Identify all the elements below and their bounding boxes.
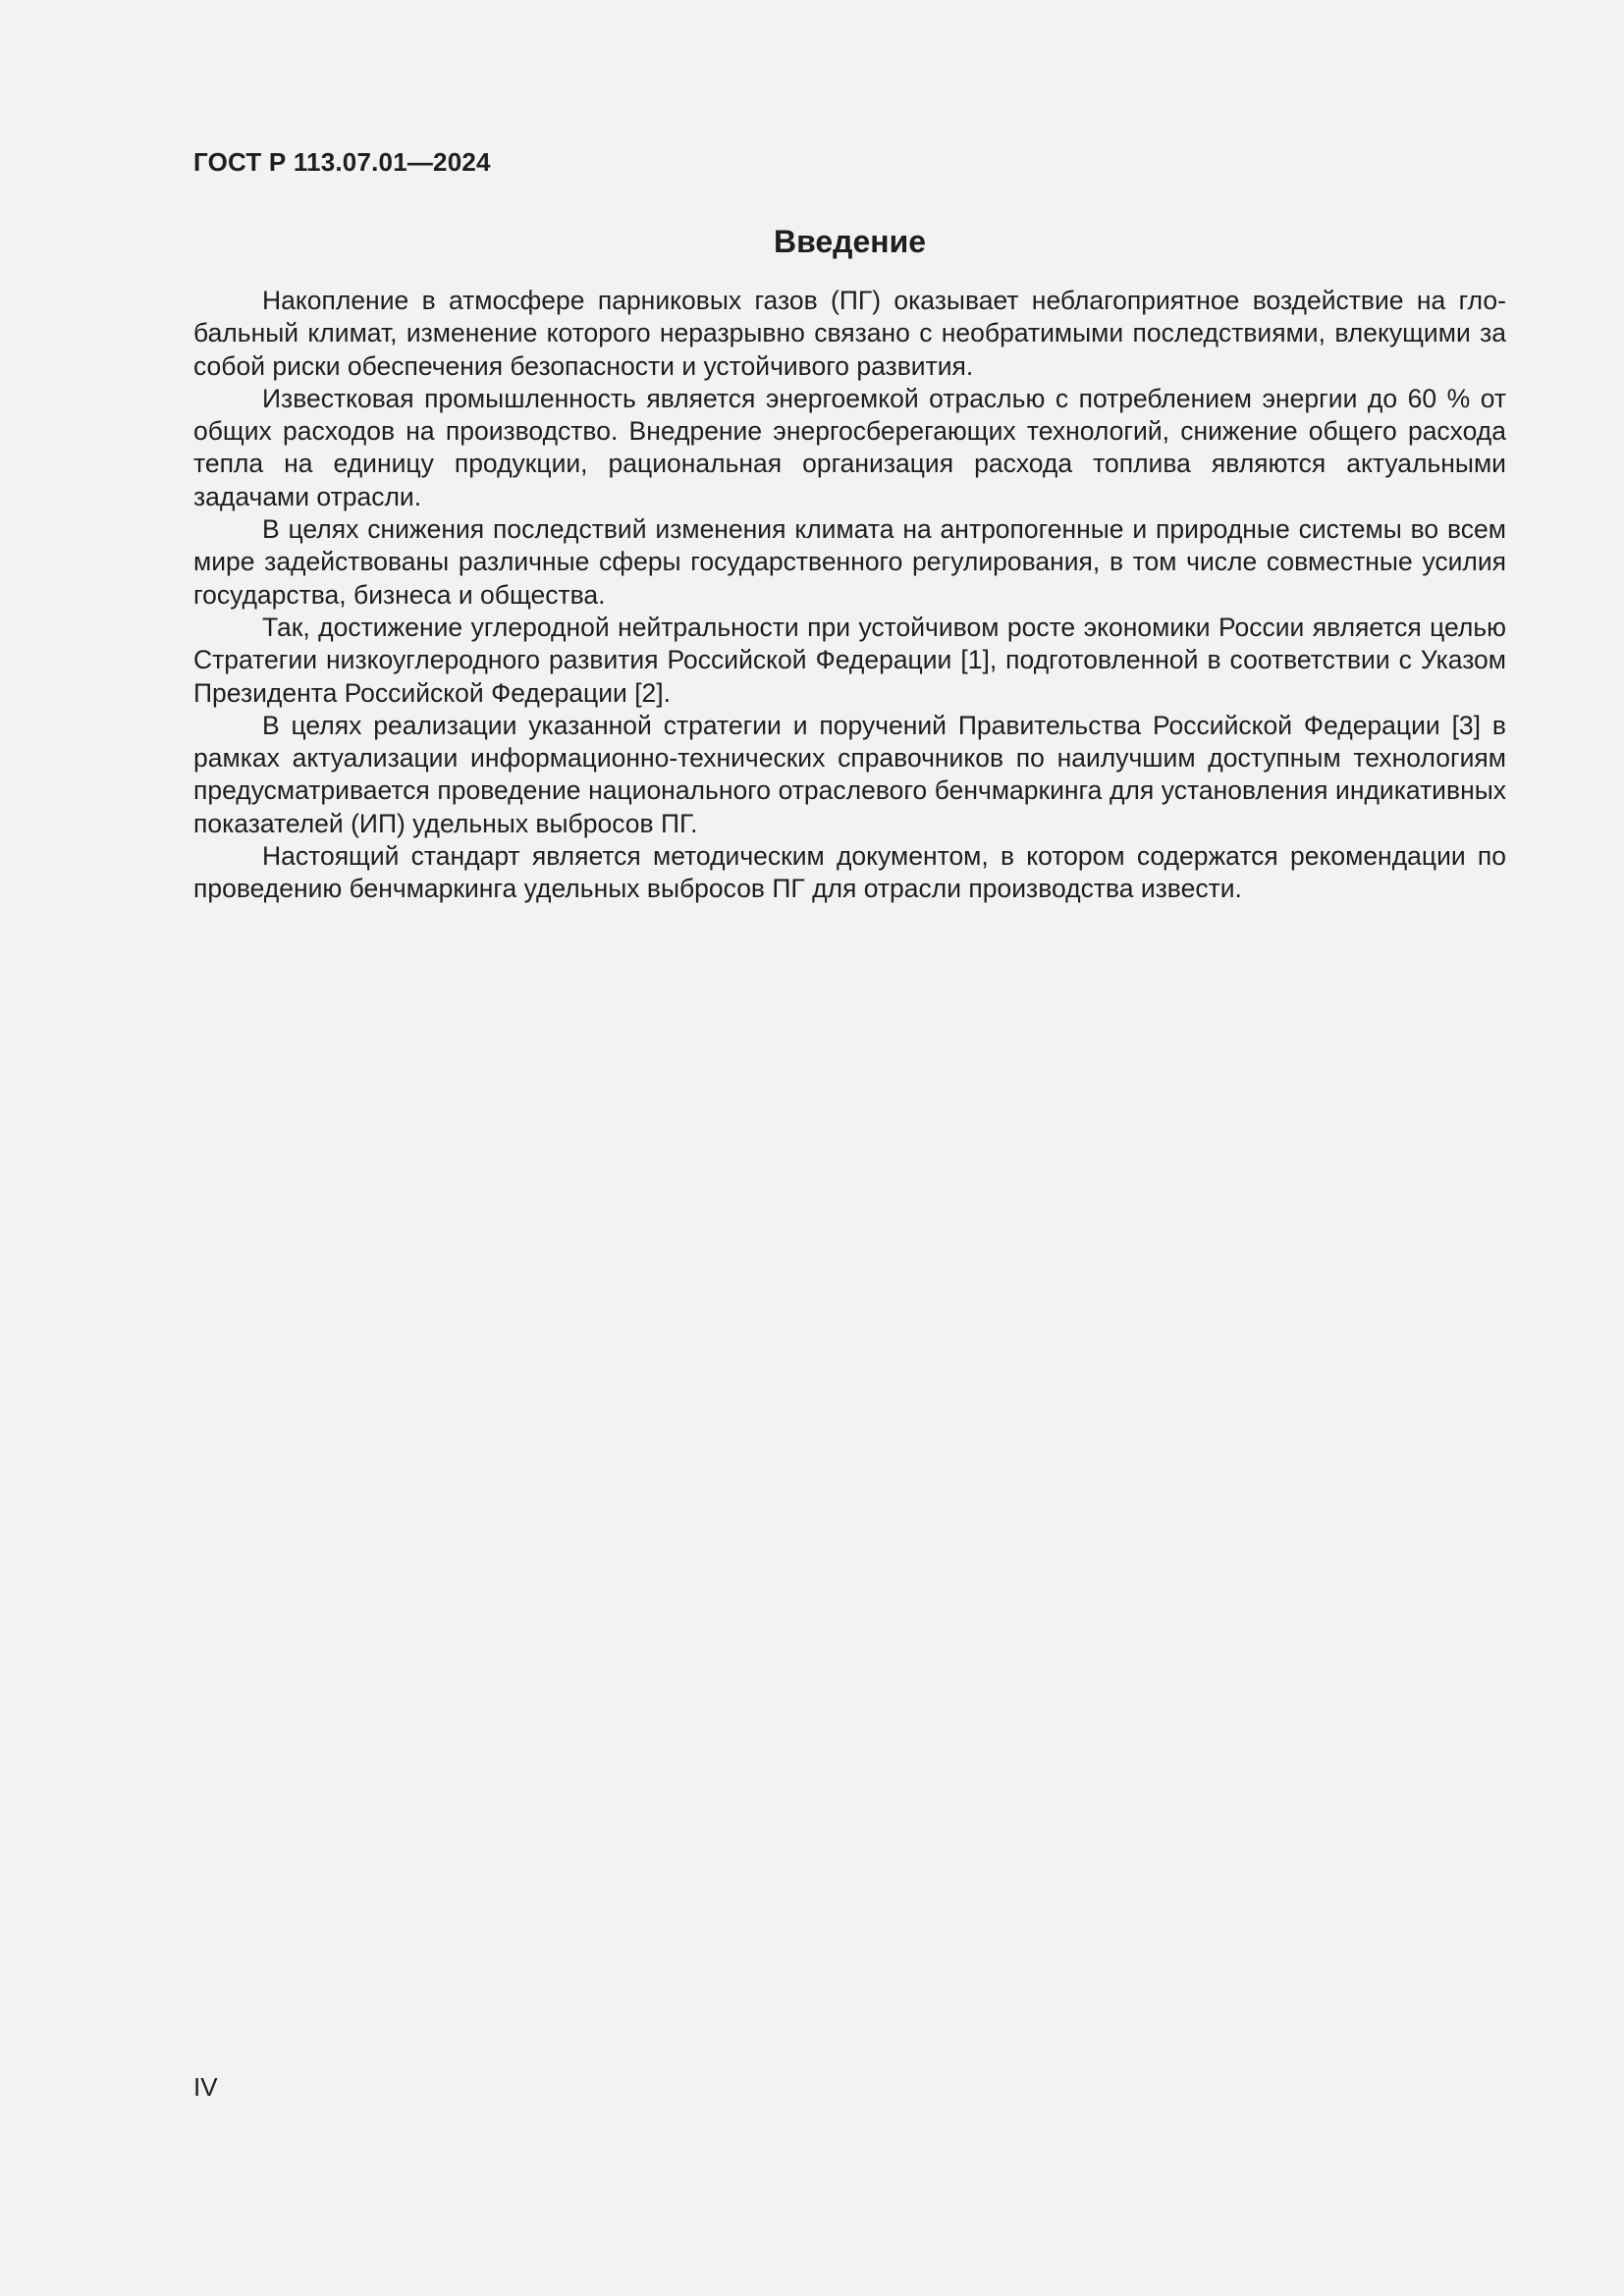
paragraph: В целях снижения последствий изменения климата на антропогенные и природные системы во всем мире задействованы различные сферы государственного регулирования, в том числе совместные усилия государства, бизнеса и общества. [193, 514, 1506, 610]
page-number: IV [193, 2072, 218, 2102]
section-title: Введение [773, 224, 927, 259]
section-body [193, 285, 1506, 906]
paragraph: Настоящий стандарт является методическим документом, в котором содержатся рекомендации по проведению бенчмаркинга удельных выбросов ПГ для отрасли производства извести. [193, 841, 1506, 904]
document-code: ГОСТ Р 113.07.01—2024 [193, 147, 491, 177]
paragraph: В целях реализации указанной стратегии и поручений Правительства Российской Федерации [3] в рамках актуализации информационно-технических справочников по наилучшим доступным технологиям предусматривается проведение национального отраслевого бенчмаркинга для установления индикативных показателей (ИП) удельных выбросов ПГ. [193, 710, 1506, 838]
paragraph: Известковая промышленность является энергоемкой отраслью с потреблением энергии до 60 % от общих расходов на производство. Внедрение энергосберегающих технологий, снижение общего расхода тепла на единицу продукции, рациональная организация расхода топлива являются актуальными задачами отрасли. [193, 383, 1506, 511]
paragraph: Так, достижение углеродной нейтральности при устойчивом росте экономики России является целью Стратегии низкоуглеродного развития Российской Федерации [1], подготовленной в соответствии с Указом Президента Российской Федерации [2]. [193, 612, 1506, 708]
paragraph: Накопление в атмосфере парниковых газов (ПГ) оказывает неблагоприятное воздействие на глобальный климат, изменение которого неразрывно связано с необратимыми последствиями, влекущими за собой риски обеспечения безопасности и устойчивого развития. [193, 286, 1506, 381]
